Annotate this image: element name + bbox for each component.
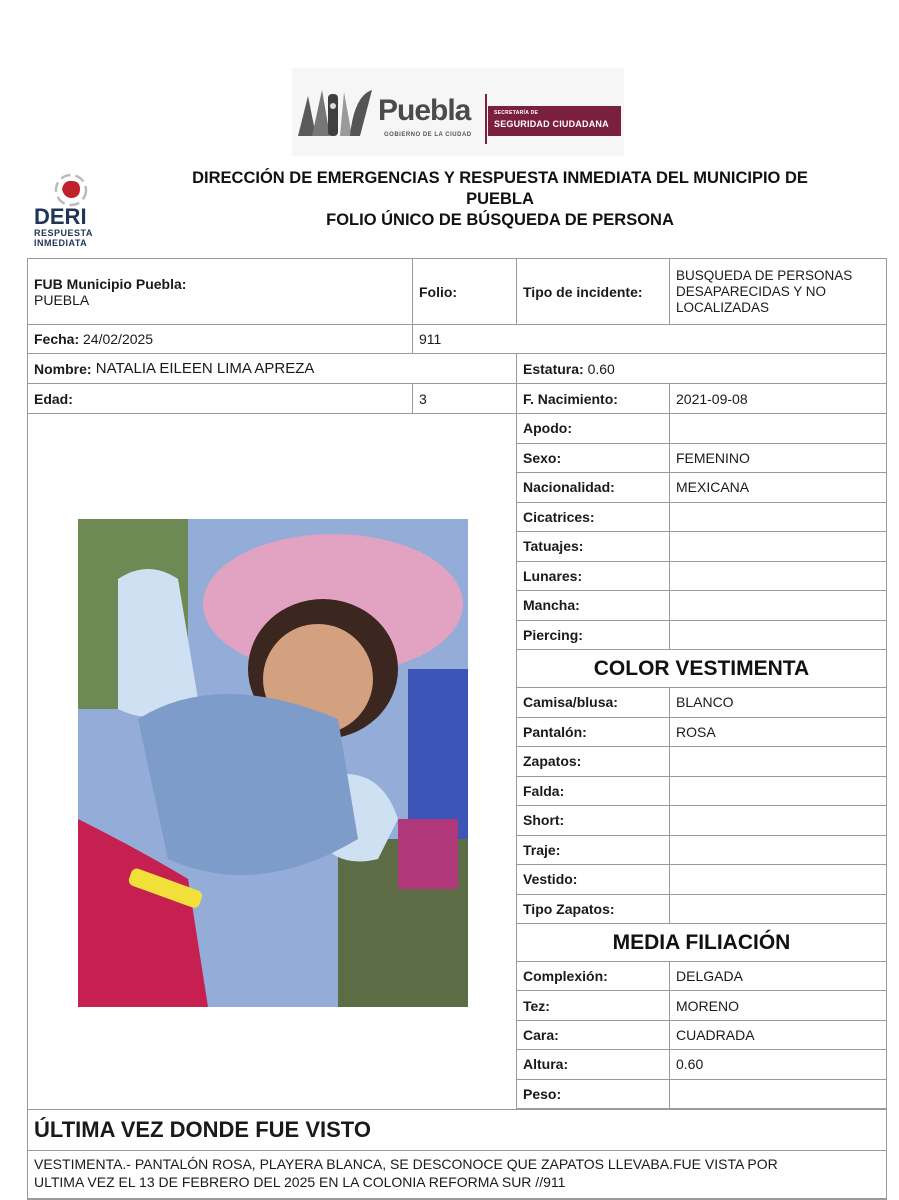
vestimenta-label: Vestido:: [517, 865, 670, 895]
dato-label: Nacionalidad:: [517, 473, 670, 503]
filiacion-value: DELGADA: [670, 962, 886, 991]
last-seen-line-2: ULTIMA VEZ EL 13 DE FEBRERO DEL 2025 EN LA COLONIA REFORMA SUR //911: [34, 1174, 566, 1190]
tipo-incidente-label: Tipo de incidente:: [517, 259, 670, 325]
filiacion-value: CUADRADA: [670, 1021, 886, 1050]
dato-value: MEXICANA: [670, 473, 886, 503]
fub-municipio-cell: [28, 259, 413, 325]
filiacion-value: MORENO: [670, 991, 886, 1020]
nacimiento-label: F. Nacimiento:: [517, 384, 670, 414]
folio-label: Folio:: [413, 259, 517, 325]
dato-value: [670, 621, 886, 651]
dato-label: Cicatrices:: [517, 503, 670, 533]
vestimenta-value: [670, 836, 886, 866]
filiacion-value: 0.60: [670, 1050, 886, 1079]
photo-placeholder-image: [78, 519, 468, 1007]
last-seen-description: [28, 1151, 886, 1199]
vestimenta-label: Short:: [517, 806, 670, 836]
dato-value: [670, 591, 886, 621]
filiacion-label: Peso:: [517, 1080, 670, 1109]
secretaria-label: SECRETARÍA DE: [494, 110, 539, 116]
vestimenta-value: BLANCO: [670, 688, 886, 718]
title-line-3: FOLIO ÚNICO DE BÚSQUEDA DE PERSONA: [326, 211, 674, 229]
vestimenta-value: [670, 895, 886, 925]
puebla-logo-band: [292, 68, 624, 156]
puebla-logo-subtitle: GOBIERNO DE LA CIUDAD: [384, 132, 472, 138]
dato-label: Tatuajes:: [517, 532, 670, 562]
vestimenta-label: Traje:: [517, 836, 670, 866]
filiacion-label: Cara:: [517, 1021, 670, 1050]
puebla-logo-text: Puebla: [378, 94, 471, 127]
fecha-label: Fecha:: [34, 331, 80, 347]
fecha-value: 24/02/2025: [83, 331, 154, 347]
nombre-value: NATALIA EILEEN LIMA APREZA: [95, 360, 315, 377]
folio-value: 911: [413, 325, 886, 354]
search-form-table: [27, 258, 887, 1200]
dato-label: Apodo:: [517, 414, 670, 444]
deri-logo-sub1: RESPUESTA: [34, 228, 93, 238]
color-vestimenta-header: COLOR VESTIMENTA: [517, 650, 886, 688]
vestimenta-value: [670, 747, 886, 777]
title-line-2: PUEBLA: [466, 190, 534, 208]
puebla-emblem-icon: [294, 86, 376, 142]
fub-label: FUB Municipio Puebla:: [34, 275, 187, 292]
estatura-label: Estatura:: [523, 360, 584, 377]
seguridad-ciudadana-label: SEGURIDAD CIUDADANA: [494, 119, 609, 129]
vestimenta-label: Camisa/blusa:: [517, 688, 670, 718]
filiacion-label: Tez:: [517, 991, 670, 1020]
deri-logo-sub2: INMEDIATA: [34, 238, 88, 248]
dato-label: Piercing:: [517, 621, 670, 651]
dato-value: [670, 503, 886, 533]
vestimenta-label: Tipo Zapatos:: [517, 895, 670, 925]
vestimenta-value: [670, 806, 886, 836]
last-seen-header: ÚLTIMA VEZ DONDE FUE VISTO: [28, 1109, 886, 1151]
filiacion-label: Complexión:: [517, 962, 670, 991]
vestimenta-label: Pantalón:: [517, 718, 670, 748]
seguridad-ciudadana-badge: [488, 106, 621, 136]
deri-logo-text: DERI: [34, 204, 87, 229]
dato-value: FEMENINO: [670, 444, 886, 474]
media-filiacion-header: MEDIA FILIACIÓN: [517, 924, 886, 962]
vestimenta-value: ROSA: [670, 718, 886, 748]
dato-value: [670, 414, 886, 444]
tipo-incidente-value: BUSQUEDA DE PERSONAS DESAPARECIDAS Y NO LOCALIZADAS: [670, 259, 886, 325]
filiacion-label: Altura:: [517, 1050, 670, 1079]
vestimenta-value: [670, 865, 886, 895]
nacimiento-value: 2021-09-08: [670, 384, 886, 414]
vestimenta-label: Zapatos:: [517, 747, 670, 777]
dato-label: Lunares:: [517, 562, 670, 592]
dato-label: Sexo:: [517, 444, 670, 474]
dato-value: [670, 562, 886, 592]
missing-person-photo: [78, 519, 468, 1007]
edad-label: Edad:: [28, 384, 413, 414]
fecha-cell: [28, 325, 413, 354]
nombre-label: Nombre:: [34, 360, 92, 377]
estatura-value: 0.60: [587, 360, 615, 377]
estatura-cell: [517, 354, 886, 384]
dato-value: [670, 532, 886, 562]
filiacion-value: [670, 1080, 886, 1109]
logo-divider: [485, 94, 487, 144]
document-title: [140, 168, 860, 231]
fub-value: PUEBLA: [34, 291, 90, 308]
vestimenta-value: [670, 777, 886, 807]
dato-label: Mancha:: [517, 591, 670, 621]
title-line-1: DIRECCIÓN DE EMERGENCIAS Y RESPUESTA INMEDIATA DEL MUNICIPIO DE: [192, 169, 808, 187]
vestimenta-label: Falda:: [517, 777, 670, 807]
deri-logo: [30, 170, 114, 252]
nombre-cell: [28, 354, 517, 384]
edad-value: 3: [413, 384, 517, 414]
deri-emblem-icon: [50, 172, 92, 208]
last-seen-line-1: VESTIMENTA.- PANTALÓN ROSA, PLAYERA BLANCA, SE DESCONOCE QUE ZAPATOS LLEVABA.FUE VISTA POR: [34, 1156, 778, 1172]
